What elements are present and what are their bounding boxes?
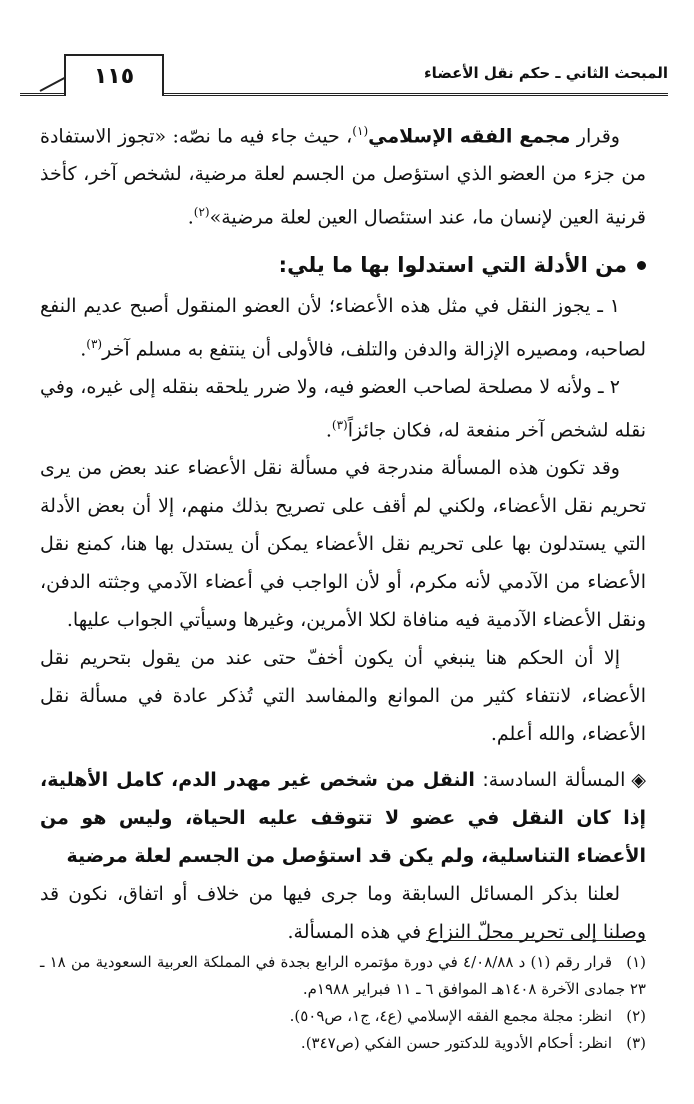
page-number: ١١٥ — [64, 54, 164, 96]
footnote-rule — [426, 940, 646, 941]
bold-term: مجمع الفقه الإسلامي — [368, 125, 571, 148]
footnotes — [40, 940, 646, 1057]
issue-heading — [40, 761, 646, 875]
running-head: المبحث الثاني ـ حكم نقل الأعضاء — [424, 64, 668, 82]
text: ٢ ـ ولأنه لا مصلحة لصاحب العضو فيه، ولا ضرر يلحقه بنقله إلى غيره، وفي نقله لشخص آخر منفعة له، فكان جائزاً — [40, 375, 646, 442]
bullet-icon — [637, 261, 646, 270]
paragraph-6: لعلنا بذكر المسائل السابقة وما جرى فيها من خلاف أو اتفاق، نكون قد وصلنا إلى تحرير محلّ النزاع في هذه المسألة. — [40, 883, 646, 944]
diamond-icon: ◈ — [631, 769, 646, 792]
text: ١ ـ يجوز النقل في مثل هذه الأعضاء؛ لأن العضو المنقول أصبح عديم النفع لصاحبه، ومصيره الإزالة والدفن والتلف، فالأولى أن ينتفع به مسلم آخر — [40, 294, 646, 360]
footnote — [40, 1003, 646, 1030]
footnote-ref: (١) — [352, 124, 369, 138]
footnote-number: (٢) — [626, 1007, 646, 1025]
paragraph-5: إلا أن الحكم هنا ينبغي أن يكون أخفّ حتى عند من يقول بتحريم نقل الأعضاء، لانتفاء كثير من الموانع والمفاسد التي تُذكر عادة في مسألة نقل الأعضاء، والله أعلم. — [40, 647, 646, 746]
main-text — [40, 112, 646, 951]
footnote-text: انظر: مجلة مجمع الفقه الإسلامي (ع٤، ج١، ص٥٠٩). — [289, 1007, 612, 1025]
text: . — [187, 206, 194, 229]
paragraph-2 — [40, 287, 646, 368]
text: . — [80, 337, 87, 360]
text: وقرار — [570, 125, 620, 148]
issue-text: النقل من شخص غير مهدر الدم، كامل الأهلية، إذا كان النقل في عضو لا تتوقف عليه الحياة، وليس هو من الأعضاء التناسلية، ولم يكن قد استؤصل من الجسم لعلة مرضية — [40, 769, 646, 868]
footnote-ref: (٢) — [193, 205, 210, 220]
section-heading — [40, 245, 646, 285]
footnote-number: (١) — [626, 953, 646, 971]
paragraph-1 — [40, 112, 646, 237]
footnote-ref: (٣) — [331, 417, 348, 432]
text: ، حيث جاء فيه ما نصّه: «تجوز الاستفادة من جزء من العضو الذي استؤصل من الجسم لعلة مرضية، لشخص آخر، كأخذ قرنية العين لإنسان ما، عند استئصال العين لعلة مرضية» — [40, 125, 646, 229]
paragraph-4: وقد تكون هذه المسألة مندرجة في مسألة نقل الأعضاء عند بعض من يرى تحريم نقل الأعضاء، ولكني لم أقف على تصريح بذلك منهم، إلا أن بعض الأدلة التي يستدلون بها على تحريم نقل الأعضاء يمكن أن يستدل بها هنا، كمنع نقل الأعضاء من الآدمي لأنه مكرم، أو لأن الواجب في أعضاء الآدمي وجثته الدفن، ونقل الأعضاء الآدمية فيه منافاة لكلا الأمرين، وغيرها وسيأتي الجواب عليها. — [40, 457, 646, 632]
page-header — [20, 60, 668, 96]
footnote-text: انظر: أحكام الأدوية للدكتور حسن الفكي (ص٣٤٧). — [300, 1034, 612, 1052]
footnote — [40, 1030, 646, 1057]
page-number-tail — [40, 76, 67, 92]
heading-text: من الأدلة التي استدلوا بها ما يلي: — [278, 252, 627, 277]
footnote — [40, 949, 646, 1003]
issue-label: المسألة السادسة: — [474, 769, 626, 792]
footnote-text: قرار رقم (١) د ٤/٠٨/٨٨ في دورة مؤتمره الرابع بجدة في المملكة العربية السعودية من ١٨ ـ ٢٣ جمادى الآخرة ١٤٠٨هـ الموافق ٦ ـ ١١ فبراير ١٩٨٨م. — [40, 953, 646, 998]
footnote-ref: (٣) — [86, 336, 103, 351]
text: . — [325, 419, 332, 442]
footnote-number: (٣) — [626, 1034, 646, 1052]
paragraph-3 — [40, 368, 646, 449]
